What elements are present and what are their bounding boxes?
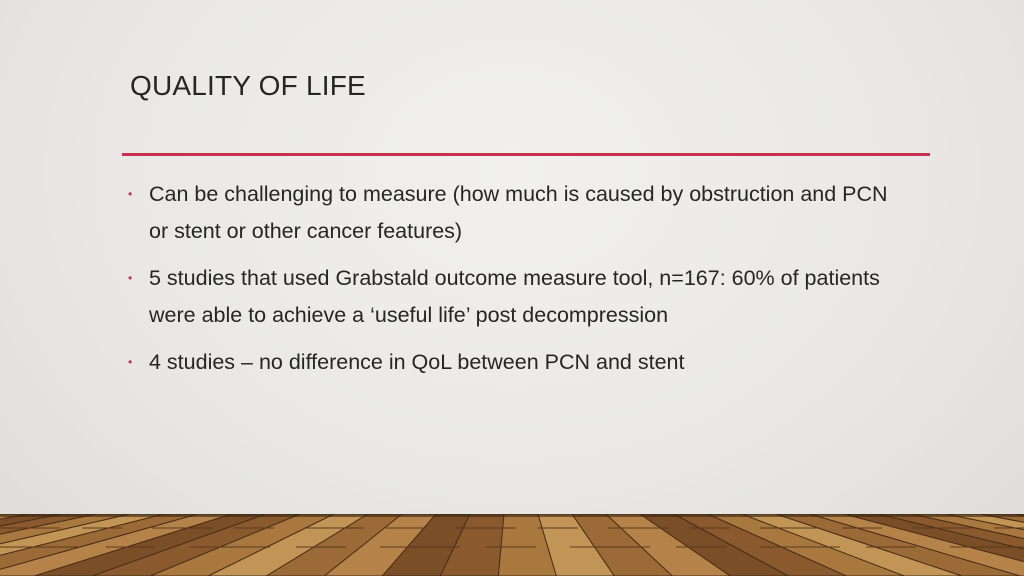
- slide-title: QUALITY OF LIFE: [130, 70, 366, 101]
- bullet-text: 5 studies that used Grabstald outcome measure tool, n=167: 60% of patients were able to achieve a ‘useful life’ post decompression: [149, 266, 880, 327]
- wood-floor: [0, 514, 1024, 576]
- bullet-item: [126, 176, 906, 250]
- bullet-item: [126, 260, 906, 334]
- bullet-icon: •: [128, 355, 133, 369]
- bullet-list: [126, 176, 906, 391]
- bullet-text: Can be challenging to measure (how much is caused by obstruction and PCN or stent or other cancer features): [149, 182, 888, 243]
- bullet-text: 4 studies – no difference in QoL between PCN and stent: [149, 350, 685, 374]
- title-divider: [122, 153, 930, 156]
- bullet-icon: •: [128, 187, 133, 201]
- floor-edge-shadow: [0, 514, 1024, 517]
- bullet-item: [126, 344, 906, 381]
- wood-floor-texture: [0, 514, 1024, 576]
- bullet-icon: •: [128, 271, 133, 285]
